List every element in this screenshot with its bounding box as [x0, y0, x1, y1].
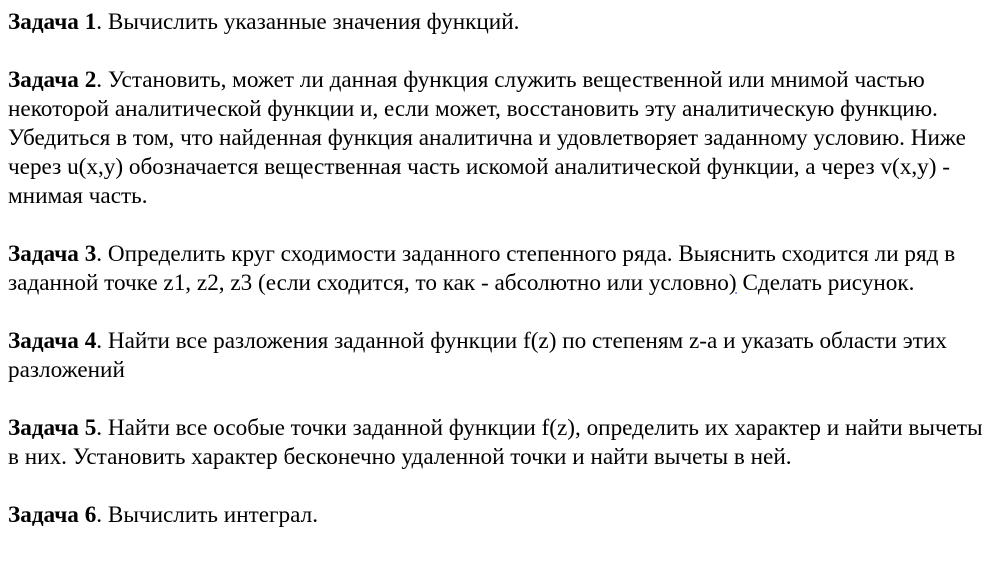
task-3-text-after: Сделать рисунок. [736, 270, 915, 296]
task-6-title: Задача 6 [8, 502, 97, 528]
task-4 [8, 327, 992, 385]
task-5 [8, 414, 992, 472]
task-3-title: Задача 3 [8, 241, 97, 267]
task-4-title: Задача 4 [8, 328, 97, 354]
task-3-text-before: . Определить круг сходимости заданного степенного ряда. Выяснить сходится ли ряд в заданной точке z1, z2, z3 (если сходится, то как - абсолютно или условно [8, 241, 956, 296]
task-1-title: Задача 1 [8, 9, 97, 35]
document-body [8, 8, 992, 559]
task-3-link[interactable]: ) [728, 270, 737, 296]
task-3 [8, 240, 992, 298]
task-2-text: . Установить, может ли данная функция служить вещественной или мнимой частью некоторой аналитической функции и, если может, восстановить эту аналитическую функцию. Убедиться в том, что найденная функция аналитична и удовлетворяет заданному условию. Ниже через u(x,y) обозначается вещественная часть искомой аналитической функции, а через v(x,y) - мнимая часть. [8, 67, 966, 209]
task-5-text: . Найти все особые точки заданной функции f(z), определить их характер и найти вычеты в них. Установить характер бесконечно удаленной точки и найти вычеты в ней. [8, 415, 983, 470]
task-2 [8, 66, 992, 211]
task-1-text: . Вычислить указанные значения функций. [96, 9, 520, 35]
task-6-text: . Вычислить интеграл. [96, 502, 318, 528]
task-5-title: Задача 5 [8, 415, 97, 441]
task-4-text: . Найти все разложения заданной функции f(z) по степеням z-a и указать области этих разложений [8, 328, 947, 383]
task-2-title: Задача 2 [8, 67, 97, 93]
task-1 [8, 8, 992, 37]
task-6 [8, 501, 992, 530]
